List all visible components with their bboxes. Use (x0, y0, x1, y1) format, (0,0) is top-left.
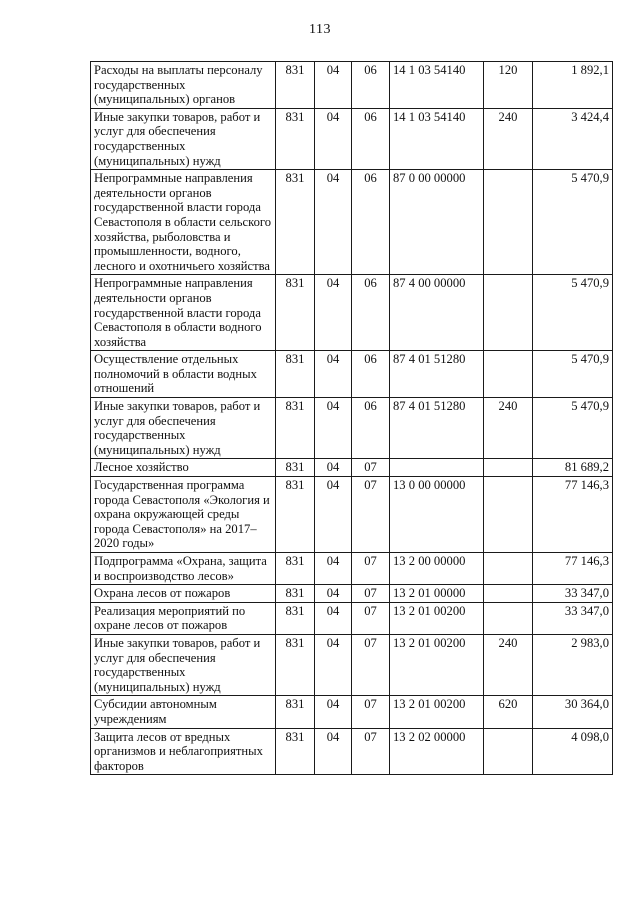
target-article-cell: 13 2 01 00200 (390, 634, 484, 695)
table-row (91, 62, 613, 109)
subsection-code-cell: 06 (352, 108, 390, 169)
table-row (91, 634, 613, 695)
section-code-cell: 04 (315, 728, 352, 775)
amount-cell: 2 983,0 (533, 634, 613, 695)
target-article-cell: 13 2 01 00200 (390, 696, 484, 728)
section-code-cell: 04 (315, 398, 352, 459)
target-article-cell (390, 459, 484, 477)
admin-code-cell: 831 (276, 602, 315, 634)
amount-cell: 5 470,9 (533, 398, 613, 459)
subsection-code-cell: 06 (352, 351, 390, 398)
item-name-cell: Непрограммные направления деятельности органов государственной власти города Севастополя в области водного хозяйства (91, 275, 276, 351)
budget-table-body (91, 62, 613, 775)
admin-code-cell: 831 (276, 696, 315, 728)
section-code-cell: 04 (315, 62, 352, 109)
amount-cell: 5 470,9 (533, 351, 613, 398)
table-row (91, 108, 613, 169)
subsection-code-cell: 07 (352, 585, 390, 603)
table-row (91, 275, 613, 351)
item-name-cell: Иные закупки товаров, работ и услуг для обеспечения государственных (муниципальных) нужд (91, 634, 276, 695)
table-row (91, 602, 613, 634)
page-number: 113 (309, 22, 331, 37)
admin-code-cell: 831 (276, 351, 315, 398)
subsection-code-cell: 07 (352, 602, 390, 634)
amount-cell: 5 470,9 (533, 170, 613, 275)
section-code-cell: 04 (315, 170, 352, 275)
amount-cell: 3 424,4 (533, 108, 613, 169)
table-row (91, 553, 613, 585)
admin-code-cell: 831 (276, 108, 315, 169)
target-article-cell: 14 1 03 54140 (390, 108, 484, 169)
amount-cell: 77 146,3 (533, 553, 613, 585)
item-name-cell: Расходы на выплаты персоналу государственных (муниципальных) органов (91, 62, 276, 109)
subsection-code-cell: 06 (352, 170, 390, 275)
expense-type-cell (484, 275, 533, 351)
admin-code-cell: 831 (276, 170, 315, 275)
subsection-code-cell: 07 (352, 728, 390, 775)
amount-cell: 30 364,0 (533, 696, 613, 728)
subsection-code-cell: 07 (352, 696, 390, 728)
item-name-cell: Охрана лесов от пожаров (91, 585, 276, 603)
item-name-cell: Иные закупки товаров, работ и услуг для обеспечения государственных (муниципальных) нужд (91, 398, 276, 459)
admin-code-cell: 831 (276, 62, 315, 109)
subsection-code-cell: 06 (352, 62, 390, 109)
expense-type-cell (484, 553, 533, 585)
amount-cell: 5 470,9 (533, 275, 613, 351)
admin-code-cell: 831 (276, 728, 315, 775)
admin-code-cell: 831 (276, 553, 315, 585)
table-row (91, 170, 613, 275)
target-article-cell: 87 0 00 00000 (390, 170, 484, 275)
section-code-cell: 04 (315, 275, 352, 351)
amount-cell: 33 347,0 (533, 585, 613, 603)
expense-type-cell (484, 170, 533, 275)
expense-type-cell (484, 585, 533, 603)
section-code-cell: 04 (315, 477, 352, 553)
expense-type-cell: 240 (484, 398, 533, 459)
admin-code-cell: 831 (276, 275, 315, 351)
expense-type-cell (484, 351, 533, 398)
target-article-cell: 14 1 03 54140 (390, 62, 484, 109)
admin-code-cell: 831 (276, 459, 315, 477)
section-code-cell: 04 (315, 602, 352, 634)
amount-cell: 81 689,2 (533, 459, 613, 477)
section-code-cell: 04 (315, 108, 352, 169)
amount-cell: 4 098,0 (533, 728, 613, 775)
expense-type-cell (484, 477, 533, 553)
target-article-cell: 87 4 00 00000 (390, 275, 484, 351)
subsection-code-cell: 06 (352, 275, 390, 351)
item-name-cell: Субсидии автономным учреждениям (91, 696, 276, 728)
section-code-cell: 04 (315, 696, 352, 728)
target-article-cell: 87 4 01 51280 (390, 398, 484, 459)
amount-cell: 1 892,1 (533, 62, 613, 109)
table-row (91, 728, 613, 775)
table-row (91, 585, 613, 603)
budget-table (90, 61, 613, 775)
expense-type-cell: 240 (484, 634, 533, 695)
admin-code-cell: 831 (276, 477, 315, 553)
target-article-cell: 13 2 01 00200 (390, 602, 484, 634)
item-name-cell: Подпрограмма «Охрана, защита и воспроизводство лесов» (91, 553, 276, 585)
table-row (91, 459, 613, 477)
expense-type-cell (484, 602, 533, 634)
table-row (91, 477, 613, 553)
admin-code-cell: 831 (276, 585, 315, 603)
admin-code-cell: 831 (276, 634, 315, 695)
target-article-cell: 13 0 00 00000 (390, 477, 484, 553)
subsection-code-cell: 07 (352, 553, 390, 585)
target-article-cell: 13 2 00 00000 (390, 553, 484, 585)
item-name-cell: Государственная программа города Севастополя «Экология и охрана окружающей среды города Севастополя» на 2017–2020 годы» (91, 477, 276, 553)
table-row (91, 696, 613, 728)
section-code-cell: 04 (315, 459, 352, 477)
subsection-code-cell: 06 (352, 398, 390, 459)
target-article-cell: 87 4 01 51280 (390, 351, 484, 398)
expense-type-cell (484, 728, 533, 775)
section-code-cell: 04 (315, 585, 352, 603)
item-name-cell: Защита лесов от вредных организмов и неблагоприятных факторов (91, 728, 276, 775)
subsection-code-cell: 07 (352, 477, 390, 553)
subsection-code-cell: 07 (352, 634, 390, 695)
admin-code-cell: 831 (276, 398, 315, 459)
item-name-cell: Непрограммные направления деятельности органов государственной власти города Севастополя в области сельского хозяйства, рыболовства и промышленности, водного, лесного и охотничьего хозяйства (91, 170, 276, 275)
table-row (91, 351, 613, 398)
item-name-cell: Иные закупки товаров, работ и услуг для обеспечения государственных (муниципальных) нужд (91, 108, 276, 169)
expense-type-cell: 240 (484, 108, 533, 169)
subsection-code-cell: 07 (352, 459, 390, 477)
section-code-cell: 04 (315, 634, 352, 695)
amount-cell: 77 146,3 (533, 477, 613, 553)
item-name-cell: Осуществление отдельных полномочий в области водных отношений (91, 351, 276, 398)
table-row (91, 398, 613, 459)
amount-cell: 33 347,0 (533, 602, 613, 634)
item-name-cell: Реализация мероприятий по охране лесов от пожаров (91, 602, 276, 634)
expense-type-cell (484, 459, 533, 477)
section-code-cell: 04 (315, 351, 352, 398)
target-article-cell: 13 2 02 00000 (390, 728, 484, 775)
section-code-cell: 04 (315, 553, 352, 585)
target-article-cell: 13 2 01 00000 (390, 585, 484, 603)
expense-type-cell: 620 (484, 696, 533, 728)
item-name-cell: Лесное хозяйство (91, 459, 276, 477)
expense-type-cell: 120 (484, 62, 533, 109)
